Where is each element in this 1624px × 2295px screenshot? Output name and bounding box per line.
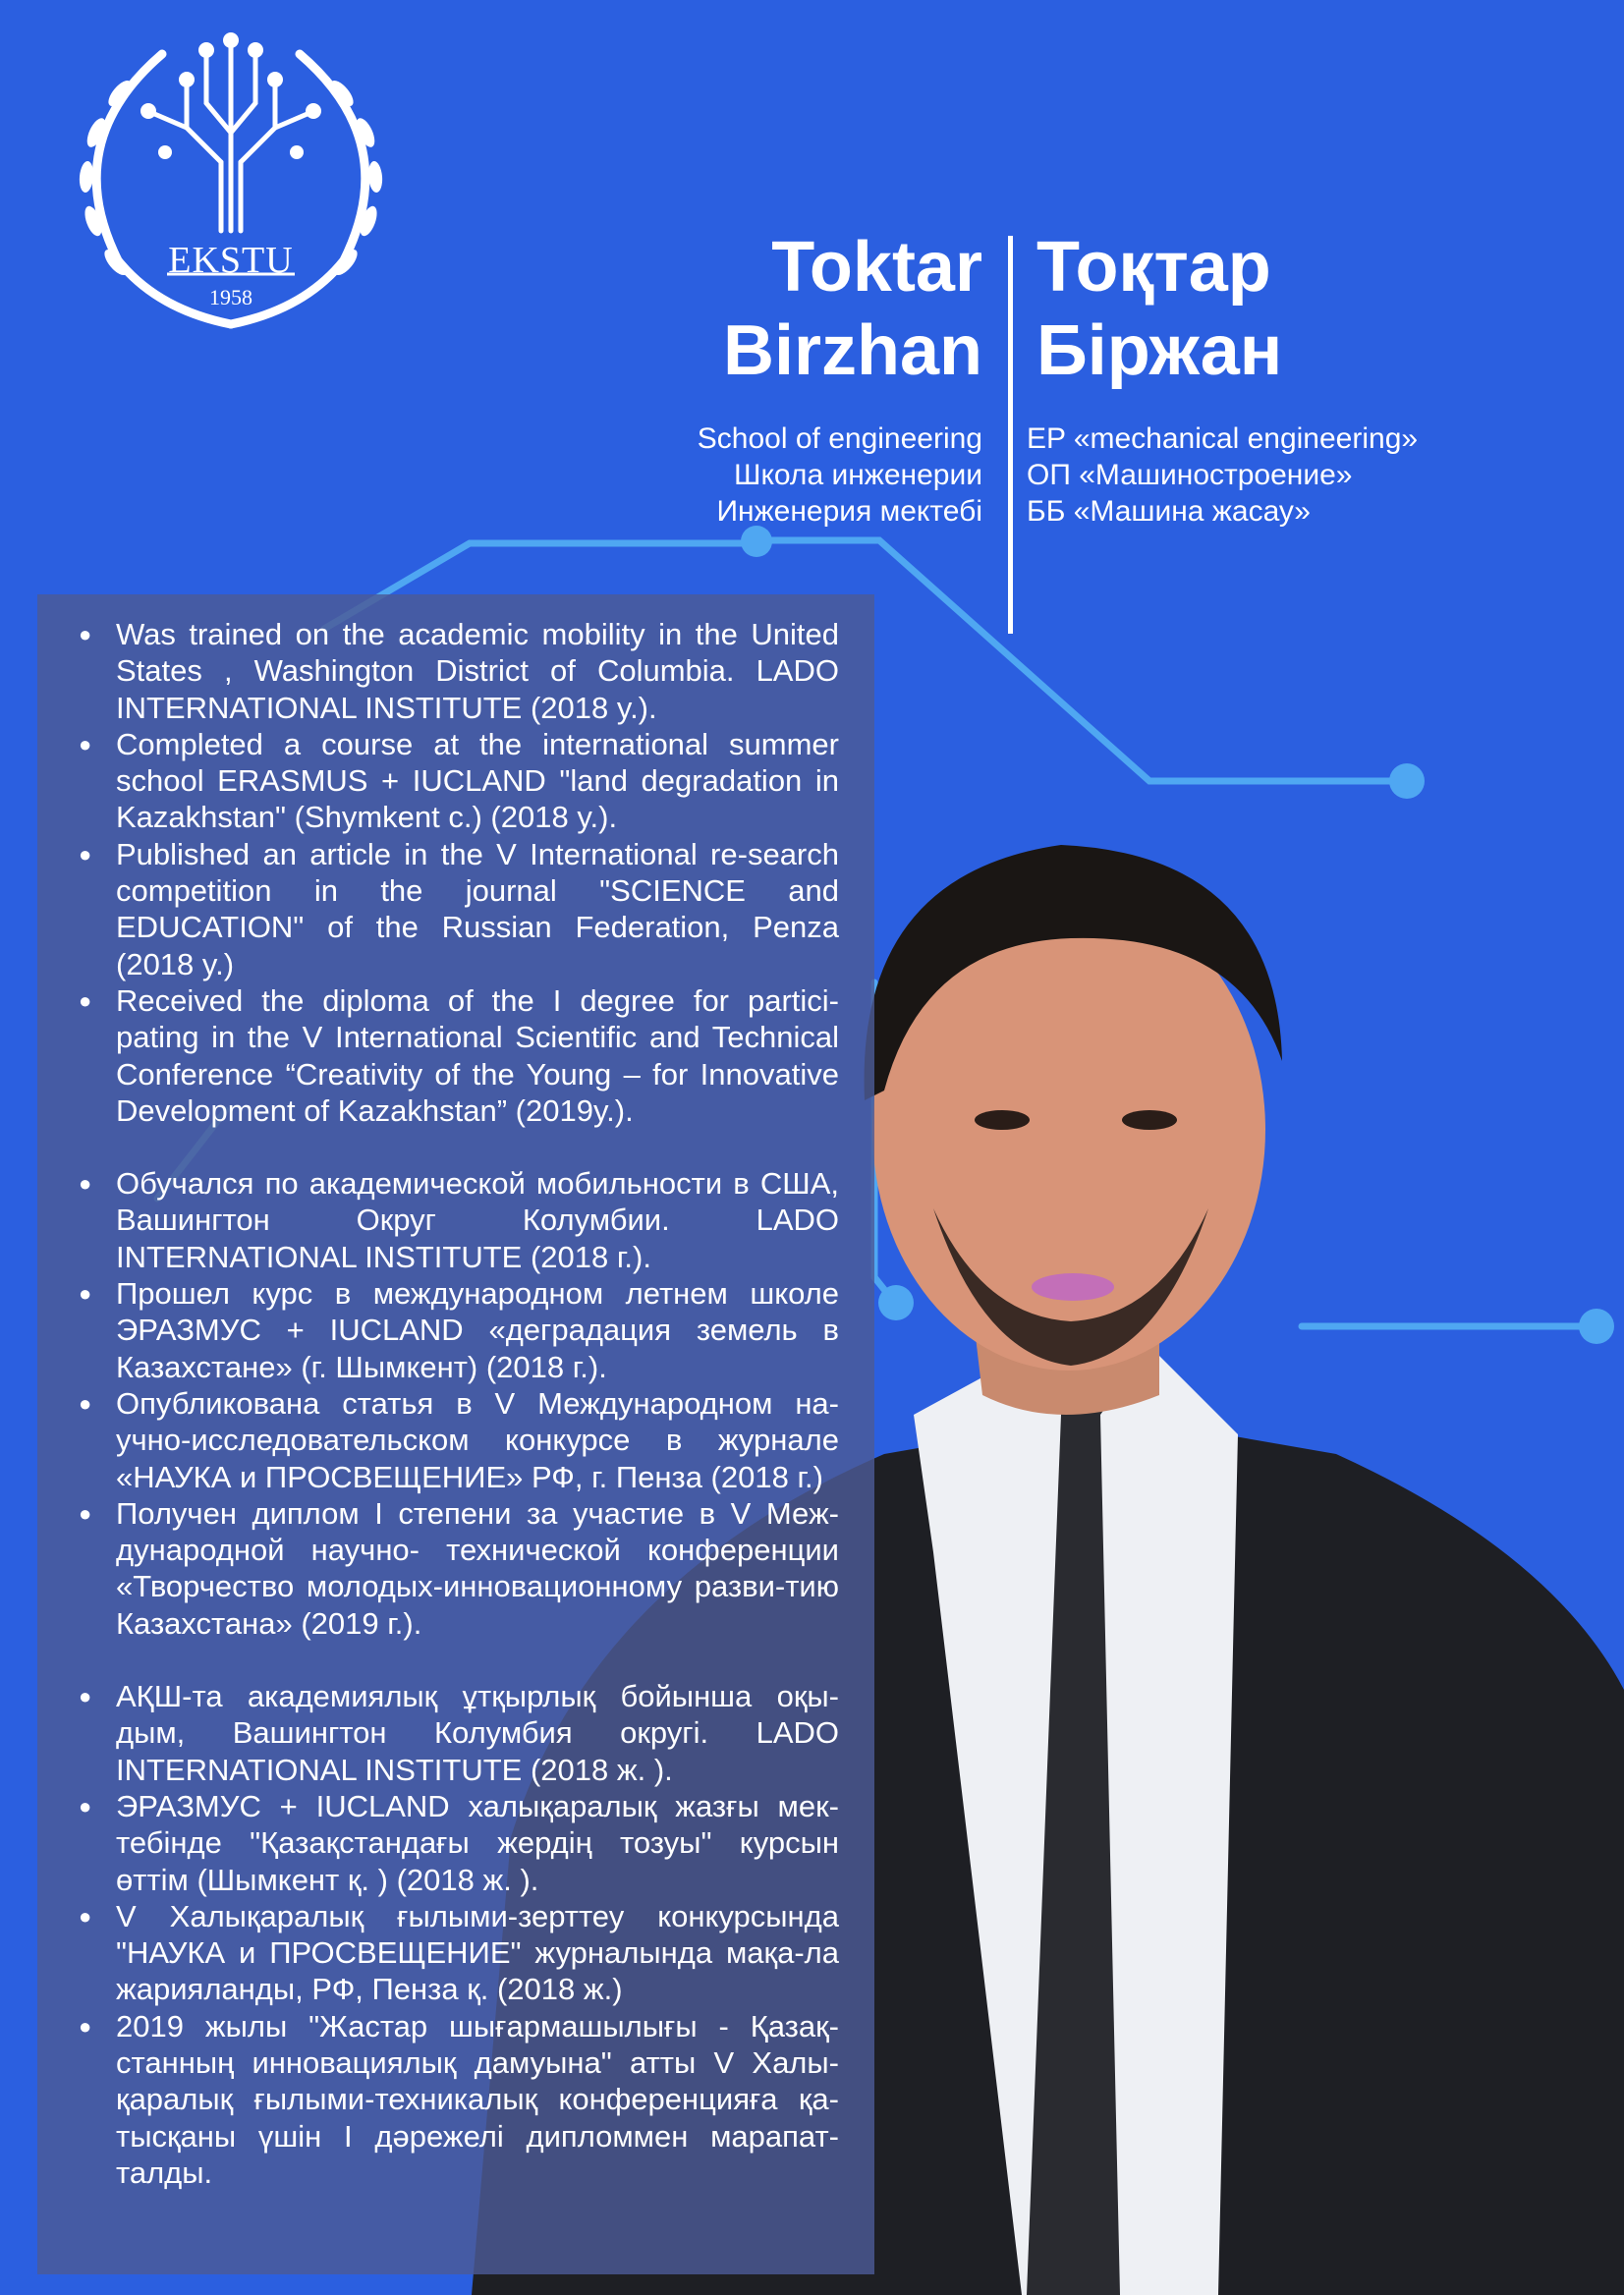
list-item: ● Обучался по академической мобильности в США, Вашингтон Округ Колумбии. LADO INTERNATIONAL INSTITUTE (2018 г.). <box>79 1166 839 1274</box>
bullet-icon: ● <box>79 1390 92 1416</box>
bullet-icon: ● <box>79 1793 92 1819</box>
bullet-icon: ● <box>79 841 92 867</box>
logo-year: 1958 <box>209 285 252 309</box>
achievements-list-kz <box>67 1678 839 2191</box>
list-item: ● 2019 жылы "Жастар шығармашылығы - Қазақ-станның инновациялық дамуына" атты V Халы-қаралық ғылыми-техникалық конференцияға қа-тысқаны үшін I дәрежелі дипломмен марапат-талды. <box>79 2008 839 2190</box>
bullet-icon: ● <box>79 987 92 1013</box>
bullet-icon: ● <box>79 1500 92 1526</box>
program-line-en: EP «mechanical engineering» <box>1027 422 1419 455</box>
achievements-list-ru <box>67 1165 839 1642</box>
list-item: ● Прошел курс в международном летнем школе ЭРАЗМУС + IUCLAND «деградация земель в Казахстане» (г. Шымкент) (2018 г.). <box>79 1276 839 1384</box>
school-line-kz: Инженерия мектебі <box>716 495 982 528</box>
name-kz-line1: Тоқтар <box>1036 228 1271 307</box>
program-info <box>1027 420 1577 530</box>
university-logo <box>49 15 413 339</box>
bullet-icon: ● <box>79 1171 92 1197</box>
school-line-ru: Школа инженерии <box>733 459 982 491</box>
bullet-icon: ● <box>79 1684 92 1709</box>
achievements-list-en <box>67 616 839 1129</box>
list-item: ● ЭРАЗМУС + IUCLAND халықаралық жазғы мек-тебінде "Қазақстандағы жердің тозуы" курсын өттім (Шымкент қ. ) (2018 ж. ). <box>79 1788 839 1897</box>
school-line-en: School of engineering <box>697 422 982 455</box>
bullet-icon: ● <box>79 1281 92 1307</box>
logo-name: EKSTU <box>168 240 294 281</box>
achievements-panel <box>37 594 874 2274</box>
vertical-divider <box>1008 236 1013 634</box>
list-item: ● Received the diploma of the I degree for partici-pating in the V International Scientific and Technical Conference “Creativity of the Young – for Innovative Development of Kazakhstan” (2019y.). <box>79 982 839 1128</box>
list-item: ● Was trained on the academic mobility in the United States , Washington District of Columbia. LADO INTERNATIONAL INSTITUTE (2018 y.). <box>79 617 839 725</box>
list-item: ● Completed a course at the international summer school ERASMUS + IUCLAND "land degradation in Kazakhstan" (Shymkent c.) (2018 y.). <box>79 726 839 835</box>
list-item: ● Опубликована статья в V Международном на-учно-исследовательском конкурсе в журнале «НАУКА и ПРОСВЕЩЕНИЕ» РФ, г. Пенза (2018 г.) <box>79 1385 839 1494</box>
name-en-line2: Birzhan <box>722 311 982 390</box>
program-line-kz: ББ «Машина жасау» <box>1027 495 1311 528</box>
bullet-icon: ● <box>79 622 92 646</box>
list-item: ● Получен диплом I степени за участие в V Меж-дународной научно- технической конференции «Творчество молодых-инновационному разви-тию Казахстана» (2019 г.). <box>79 1495 839 1641</box>
program-line-ru: ОП «Машиностроение» <box>1027 459 1353 491</box>
list-item: ● Published an article in the V International re-search competition in the journal "SCIENCE and EDUCATION" of the Russian Federation, Penza (2018 y.) <box>79 836 839 981</box>
person-name-kz <box>1036 226 1528 393</box>
bullet-icon: ● <box>79 2013 92 2039</box>
list-item: ● V Халықаралық ғылыми-зерттеу конкурсында "НАУКА и ПРОСВЕЩЕНИЕ" журналында мақа-ла жарияланды, РФ, Пенза қ. (2018 ж.) <box>79 1898 839 2007</box>
person-name-en <box>589 226 982 393</box>
bullet-icon: ● <box>79 731 92 756</box>
bullet-icon: ● <box>79 1903 92 1929</box>
school-info <box>531 420 982 530</box>
name-kz-line2: Біржан <box>1036 311 1283 390</box>
name-en-line1: Toktar <box>771 228 982 307</box>
list-item: ● АҚШ-та академиялық ұтқырлық бойынша оқы-дым, Вашингтон Колумбия округі. LADO INTERNATIONAL INSTITUTE (2018 ж. ). <box>79 1679 839 1787</box>
